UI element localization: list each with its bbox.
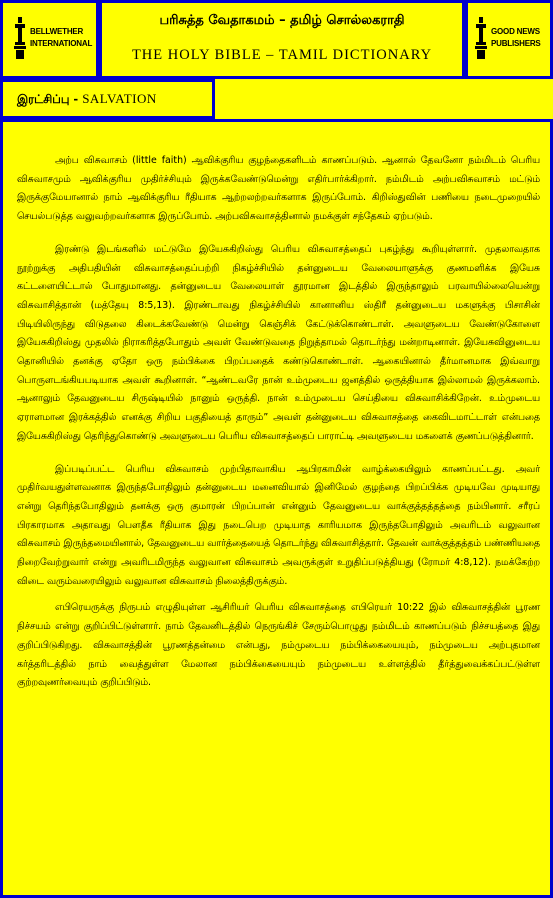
section-title-box <box>0 79 215 119</box>
section-title-tamil: இரட்சிப்பு <box>17 92 70 106</box>
lamp-icon <box>13 15 27 61</box>
paragraph-4: எபிரெயருக்கு நிருபம் எழுதியுள்ள ஆசிரியர் பெரிய விசுவாசத்தை எபிரெயர் 10:22 இல் விசுவாசத்தின் பூரண நிச்சயம் என்று குறிப்பிட்டுள்ளார். நாம் தேவனிடத்தில் நெருங்கிச் சேரும்பொழுது நம்மிடம் காணப்படும் நிச்சயத்தை இது குறிப்பிடுகிறது. விசுவாசத்தின் பூரணத்தன்மை என்பது, நம்முடைய நம்பிக்கையையும், நம்முடைய அற்புதமான கர்த்தரிடத்தில் நாம் வைத்துள்ள மேலான நம்பிக்கையையும் நம்முடைய உள்ளத்தில் தீர்த்துவைக்கப்பட்டுள்ள குற்றவுணர்வையும் குறிப்பிடும். <box>17 602 540 689</box>
logo-left-box <box>0 0 99 79</box>
logo-left-line1: BELLWETHER <box>30 27 84 36</box>
good-news-logo <box>474 15 541 61</box>
article-body <box>17 152 540 707</box>
content-box <box>0 119 553 898</box>
section-title-separator: - <box>69 92 83 106</box>
bellwether-logo <box>13 15 92 61</box>
lamp-icon <box>474 15 488 61</box>
paragraph-1: அற்ப விசுவாசம் (little faith) ஆவிக்குரிய குழந்தைகளிடம் காணப்படும். ஆனால் தேவனோ நம்மிடம் பெரிய விசுவாசமும் ஆவிக்குரிய முதிர்ச்சியும் இருக்கவேண்டுமென்று எதிர்பார்க்கிறார். நம்மிடம் அற்பவிசுவாசம் மட்டும் இருக்குமேயானால் நாம் ஆவிக்குரிய ரீதியாக ஆற்றலற்றவர்களாக இருப்போம். கிறிஸ்துவின் பணியை நடைமுறையில் செயல்படுத்த வலுவற்றவர்களாக இருப்போம். அற்பவிசுவாசத்தினால் நமக்குள் சந்தேகம் ஏற்படும். <box>17 155 540 223</box>
logo-left-line2: INTERNATIONAL <box>30 39 93 48</box>
section-title-english: SALVATION <box>82 91 157 106</box>
logo-right-line1: GOOD NEWS <box>491 27 540 36</box>
section-title <box>17 91 157 108</box>
paragraph-2: இரண்டு இடங்களில் மட்டுமே இயேசுகிறிஸ்து பெரிய விசுவாசத்தைப் புகழ்ந்து கூறியுள்ளார். முதலாவதாக நூற்றுக்கு அதிபதியின் விசுவாசத்தைப்பற்றி நிகழ்ச்சியில் தன்னுடைய வேலையாளுக்கு குணமளிக்க இயேசு கட்டளையிட்டால் போதுமானது. தன்னுடைய வேலையாள் தூரமான இடத்தில் இருந்தாலும் பரவாயில்லையென்று விசுவாசித்தான் (மத்தேயு 8:5,13). இரண்டாவது நிகழ்ச்சியில் கானானிய ஸ்திரீ தன்னுடைய மகளுக்கு பிசாசின் பிடியிலிருந்து விடுதலை கிடைக்கவேண்டு மென்று கெஞ்சிக் கேட்டுக்கொண்டாள். அவளுடைய வேண்டுகோளை இயேசுகிறிஸ்து முதலில் நிராகரித்தபோதும் அவள் வேண்டுவதை நிறுத்தாமல் தொடர்ந்து மன்றாடினாள். இயேசுவினுடைய தொனியில் தனக்கு ஏதோ ஒரு நம்பிக்கை பிறப்பதைக் கண்டுகொண்டாள். ஆகையினால் தீர்மானமாக இவ்வாறு பொருளடங்கியபடியாக அவள் கூறினாள். “ஆண்டவரே நான் உம்முடைய ஜனத்தில் ஒருத்தியாக இல்லாமல் இருக்கலாம். ஆனாலும் தேவனுடைய சிருஷ்டியில் நானும் ஒருத்தி. நான் உம்முடைய செய்தியை விசுவாசிக்கிறேன். உம்முடைய ஏராளமான இரக்கத்தில் எனக்கு சிறிய பகுதியைத் தாரும்” அவள் தன்னுடைய விசுவாசத்தை கைவிடமாட்டாள் என்பதை இயேசுகிறிஸ்து தெரிந்துகொண்டு அவளுடைய பெரிய விசுவாசத்தைப் பாராட்டி அவளுடைய மகளைக் குணப்படுத்தினார். <box>17 243 540 442</box>
header-box <box>99 0 465 79</box>
paragraph-3: இப்படிப்பட்ட பெரிய விசுவாசம் முற்பிதாவாகிய ஆபிரகாமின் வாழ்க்கையிலும் காணப்பட்டது. அவர் முதிர்வயதுள்ளவனாக இருந்தபோதிலும் தன்னுடைய மனைவியால் இனிமேல் குழந்தை பிறப்பிக்க முடியவே முடியாது என்று தெரிந்தபோதிலும் தனக்கு ஒரு குமாரன் பிறப்பான் என்னும் தேவனுடைய வாக்குத்தத்தத்தை நம்பினார். சரீரப் பிரகாரமாக அதாவது பௌதீக ரீதியாக இது நடைபெற முடியாத காரியமாக இருந்தபோதிலும் அவரிடம் வலுவான விசுவாசம் இருந்தமையினால், தேவனுடைய வார்த்தையைத் தொடர்ந்து விசுவாசித்தார். தேவன் வாக்குத்தத்தம் பண்ணியதை நிறைவேற்றுவார் என்று அவரிடமிருந்த வலுவான விசுவாசம் அவருக்குள் உறுதிப்படுத்தியது (ரோமர் 4:8,12). நமக்கேற்ற விடை வரும்வரையிலும் வலுவான விசுவாசம் நிலைத்திருக்கும். <box>17 463 540 587</box>
title-english: THE HOLY BIBLE – TAMIL DICTIONARY <box>131 47 433 63</box>
title-tamil: பரிசுத்த வேதாகமம் – தமிழ் சொல்லகராதி <box>159 13 405 28</box>
logo-right-box <box>465 0 553 79</box>
logo-right-line2: PUBLISHERS <box>491 39 541 48</box>
